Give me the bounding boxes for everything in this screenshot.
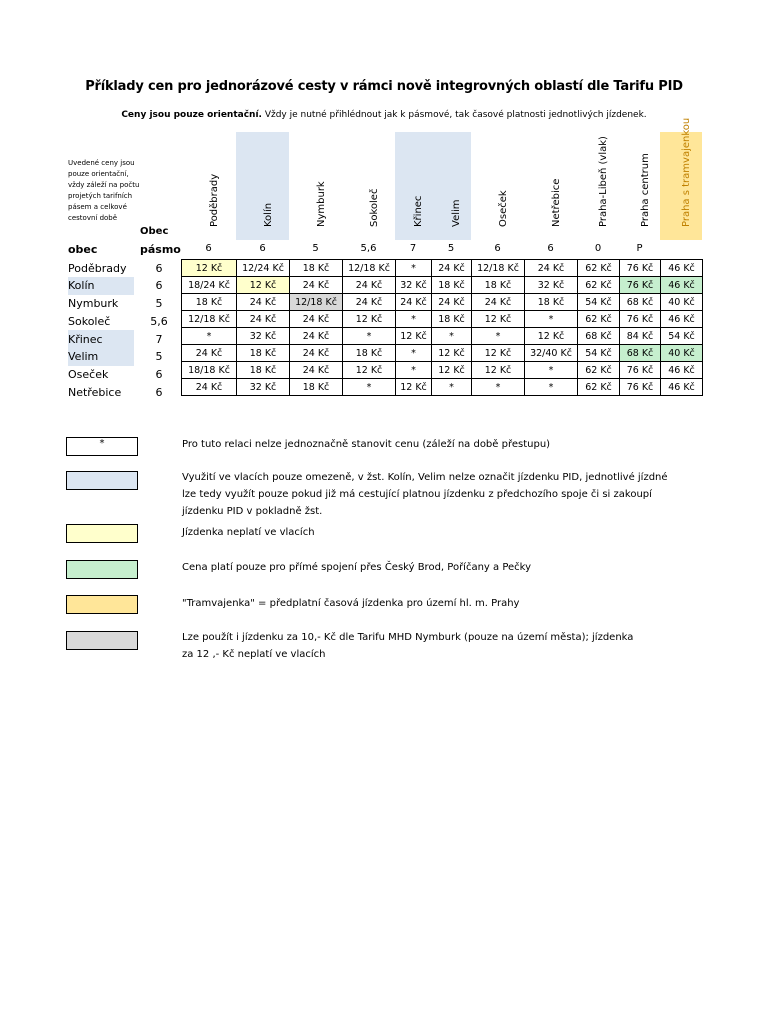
price-cell: 54 Kč bbox=[578, 294, 620, 311]
price-cell: 24 Kč bbox=[290, 328, 343, 345]
table-row bbox=[182, 379, 703, 396]
price-cell: 18 Kč bbox=[290, 260, 343, 277]
price-cell: 12 Kč bbox=[432, 345, 472, 362]
price-cell: 24 Kč bbox=[525, 260, 578, 277]
price-cell: 24 Kč bbox=[237, 311, 290, 328]
price-cell: 68 Kč bbox=[578, 328, 620, 345]
price-cell: 62 Kč bbox=[578, 277, 620, 294]
row-label: Oseček bbox=[68, 368, 109, 381]
price-cell: 76 Kč bbox=[620, 379, 661, 396]
price-cell: 18 Kč bbox=[237, 345, 290, 362]
price-cell: 54 Kč bbox=[578, 345, 620, 362]
price-cell: 62 Kč bbox=[578, 311, 620, 328]
price-cell: 62 Kč bbox=[578, 362, 620, 379]
price-cell: 68 Kč bbox=[620, 345, 661, 362]
price-cell: 18 Kč bbox=[237, 362, 290, 379]
legend-text: Využití ve vlacích pouze omezeně, v žst. Kolín, Velim nelze označit jízdenku PID, jednotlivé jízdné lze tedy využít pouze pokud již má cestující platnou jízdenku z předchozího spoje či si zakoupí jízdenku PID v pokladně žst. bbox=[182, 472, 668, 517]
row-zone: 6 bbox=[155, 368, 163, 381]
price-cell: 12/18 Kč bbox=[290, 294, 343, 311]
legend-swatch-yellow bbox=[66, 524, 138, 543]
price-cell: 24 Kč bbox=[182, 379, 237, 396]
column-zone: 6 bbox=[547, 243, 554, 254]
price-cell: * bbox=[525, 362, 578, 379]
price-cell: 40 Kč bbox=[661, 345, 703, 362]
subtitle-rest: Vždy je nutné přihlédnout jak k pásmové, tak časové platnosti jednotlivých jízdenek. bbox=[261, 110, 647, 120]
price-cell: * bbox=[396, 311, 432, 328]
price-cell: 62 Kč bbox=[578, 379, 620, 396]
row-header-pasmo: pásmo bbox=[140, 243, 181, 256]
column-header-velim: Velim bbox=[451, 199, 462, 227]
column-header-osecek: Oseček bbox=[497, 190, 509, 227]
price-cell: 46 Kč bbox=[661, 311, 703, 328]
price-cell: 18 Kč bbox=[343, 345, 396, 362]
table-row bbox=[182, 328, 703, 345]
column-header-krinec: Křinec bbox=[413, 195, 424, 227]
price-cell: * bbox=[343, 379, 396, 396]
price-cell: 32 Kč bbox=[237, 379, 290, 396]
column-zone: 0 bbox=[594, 243, 602, 254]
price-cell: * bbox=[396, 260, 432, 277]
price-cell: 12/18 Kč bbox=[182, 311, 237, 328]
row-zone: 6 bbox=[155, 262, 163, 275]
legend-text: Pro tuto relaci nelze jednoznačně stanovit cenu (záleží na době přestupu) bbox=[182, 439, 551, 450]
legend-text: Lze použít i jízdenku za 10,- Kč dle Tarifu MHD Nymburk (pouze na území města); jízdenka za 12 ,- Kč neplatí ve vlacích bbox=[182, 632, 634, 660]
legend-text: Jízdenka neplatí ve vlacích bbox=[182, 527, 315, 538]
price-cell: 12 Kč bbox=[237, 277, 290, 294]
row-zone: 6 bbox=[155, 279, 163, 292]
price-cell: 32 Kč bbox=[525, 277, 578, 294]
column-header-praha-centrum: Praha centrum bbox=[639, 153, 651, 227]
price-cell: 76 Kč bbox=[620, 311, 661, 328]
price-cell: * bbox=[396, 362, 432, 379]
legend-text: "Tramvajenka" = předplatní časová jízdenka pro území hl. m. Prahy bbox=[182, 598, 520, 609]
price-cell: 12 Kč bbox=[432, 362, 472, 379]
row-zone: 7 bbox=[155, 333, 163, 346]
column-zone: 6 bbox=[259, 243, 266, 254]
legend-swatch-blue bbox=[66, 471, 138, 490]
price-cell: 24 Kč bbox=[290, 345, 343, 362]
price-cell: * bbox=[343, 328, 396, 345]
price-cell: 18 Kč bbox=[182, 294, 237, 311]
price-cell: 32 Kč bbox=[237, 328, 290, 345]
price-cell: 46 Kč bbox=[661, 362, 703, 379]
price-cell: 76 Kč bbox=[620, 260, 661, 277]
table-row bbox=[182, 345, 703, 362]
row-label: Poděbrady bbox=[68, 262, 127, 275]
price-cell: 18 Kč bbox=[472, 277, 525, 294]
price-cell: 24 Kč bbox=[343, 294, 396, 311]
price-cell: 12 Kč bbox=[472, 311, 525, 328]
price-cell: 24 Kč bbox=[290, 311, 343, 328]
column-zone: P bbox=[636, 243, 643, 254]
price-cell: 18/18 Kč bbox=[182, 362, 237, 379]
legend-swatch-gold bbox=[66, 595, 138, 614]
column-zone: 6 bbox=[494, 243, 501, 254]
price-cell: 24 Kč bbox=[432, 294, 472, 311]
price-cell: 32/40 Kč bbox=[525, 345, 578, 362]
price-cell: 24 Kč bbox=[290, 362, 343, 379]
price-cell: 12 Kč bbox=[182, 260, 237, 277]
price-cell: * bbox=[396, 345, 432, 362]
price-cell: 46 Kč bbox=[661, 260, 703, 277]
price-cell: 62 Kč bbox=[578, 260, 620, 277]
table-row bbox=[182, 362, 703, 379]
price-cell: 40 Kč bbox=[661, 294, 703, 311]
price-cell: 46 Kč bbox=[661, 277, 703, 294]
legend-swatch-asterisk: * bbox=[66, 437, 138, 456]
price-cell: * bbox=[472, 328, 525, 345]
row-zone: 5,6 bbox=[150, 315, 168, 328]
row-label: Nymburk bbox=[68, 297, 119, 310]
price-cell: 12 Kč bbox=[343, 311, 396, 328]
price-cell: 24 Kč bbox=[182, 345, 237, 362]
row-label: Sokoleč bbox=[68, 315, 111, 328]
price-cell: 24 Kč bbox=[290, 277, 343, 294]
column-header-podebrady: Poděbrady bbox=[208, 173, 220, 227]
column-zone: 6 bbox=[205, 243, 212, 254]
row-label: Netřebice bbox=[68, 386, 122, 399]
column-header-kolin: Kolín bbox=[262, 202, 274, 227]
price-cell: 12/18 Kč bbox=[472, 260, 525, 277]
price-cell: * bbox=[525, 311, 578, 328]
price-cell: 32 Kč bbox=[396, 277, 432, 294]
price-cell: 54 Kč bbox=[661, 328, 703, 345]
table-row bbox=[182, 277, 703, 294]
price-cell: 12/18 Kč bbox=[343, 260, 396, 277]
price-cell: 18 Kč bbox=[432, 311, 472, 328]
legend-swatch-gray bbox=[66, 631, 138, 650]
price-cell: 18 Kč bbox=[432, 277, 472, 294]
subtitle-bold: Ceny jsou pouze orientační. bbox=[121, 110, 262, 120]
page-title: Příklady cen pro jednorázové cesty v rámci nově integrovných oblastí dle Tarifu PID bbox=[85, 79, 683, 94]
price-cell: * bbox=[525, 379, 578, 396]
price-table bbox=[181, 259, 703, 396]
price-cell: 24 Kč bbox=[396, 294, 432, 311]
column-zone: 5 bbox=[312, 243, 319, 254]
price-cell: 12/24 Kč bbox=[237, 260, 290, 277]
column-header-praha-liben: Praha-Libeň (vlak) bbox=[598, 136, 609, 227]
price-cell: 12 Kč bbox=[343, 362, 396, 379]
column-zone: 5 bbox=[447, 243, 455, 254]
price-cell: 24 Kč bbox=[343, 277, 396, 294]
price-cell: 68 Kč bbox=[620, 294, 661, 311]
row-label: Kolín bbox=[68, 279, 95, 292]
price-cell: 46 Kč bbox=[661, 379, 703, 396]
row-label: Křinec bbox=[68, 333, 103, 346]
column-header-netrebice: Netřebice bbox=[550, 178, 562, 227]
row-header-obec: obec bbox=[68, 243, 98, 256]
price-cell: * bbox=[472, 379, 525, 396]
legend-swatch-green bbox=[66, 560, 138, 579]
price-cell: 12 Kč bbox=[396, 328, 432, 345]
table-row bbox=[182, 260, 703, 277]
price-cell: 12 Kč bbox=[396, 379, 432, 396]
price-cell: * bbox=[432, 328, 472, 345]
table-row bbox=[182, 311, 703, 328]
price-cell: 18/24 Kč bbox=[182, 277, 237, 294]
column-header-sokolec: Sokoleč bbox=[368, 188, 380, 227]
column-zone: 7 bbox=[409, 243, 417, 254]
page-subtitle bbox=[0, 110, 768, 120]
price-cell: 24 Kč bbox=[472, 294, 525, 311]
row-label: Velim bbox=[68, 350, 99, 363]
price-cell: 12 Kč bbox=[472, 362, 525, 379]
price-cell: 18 Kč bbox=[290, 379, 343, 396]
price-cell: 12 Kč bbox=[525, 328, 578, 345]
price-cell: 76 Kč bbox=[620, 362, 661, 379]
row-zone: 6 bbox=[155, 386, 163, 399]
row-zone: 5 bbox=[155, 350, 163, 363]
price-cell: * bbox=[432, 379, 472, 396]
price-cell: 24 Kč bbox=[237, 294, 290, 311]
price-note: Uvedené ceny jsou pouze orientační, vždy záleží na počtu projetých tarifních pásem a celkové cestovní době bbox=[68, 159, 140, 222]
table-row bbox=[182, 294, 703, 311]
header-obec: Obec bbox=[140, 226, 169, 237]
legend-text: Cena platí pouze pro přímé spojení přes Český Brod, Poříčany a Pečky bbox=[182, 562, 531, 573]
price-cell: 18 Kč bbox=[525, 294, 578, 311]
price-cell: 76 Kč bbox=[620, 277, 661, 294]
column-header-nymburk: Nymburk bbox=[315, 181, 327, 227]
price-cell: 84 Kč bbox=[620, 328, 661, 345]
column-zone: 5,6 bbox=[360, 243, 377, 254]
row-zone: 5 bbox=[155, 297, 163, 310]
price-cell: * bbox=[182, 328, 237, 345]
price-cell: 24 Kč bbox=[432, 260, 472, 277]
price-cell: 12 Kč bbox=[472, 345, 525, 362]
column-header-praha-tramvajenka: Praha s tramvajenkou bbox=[681, 117, 692, 227]
